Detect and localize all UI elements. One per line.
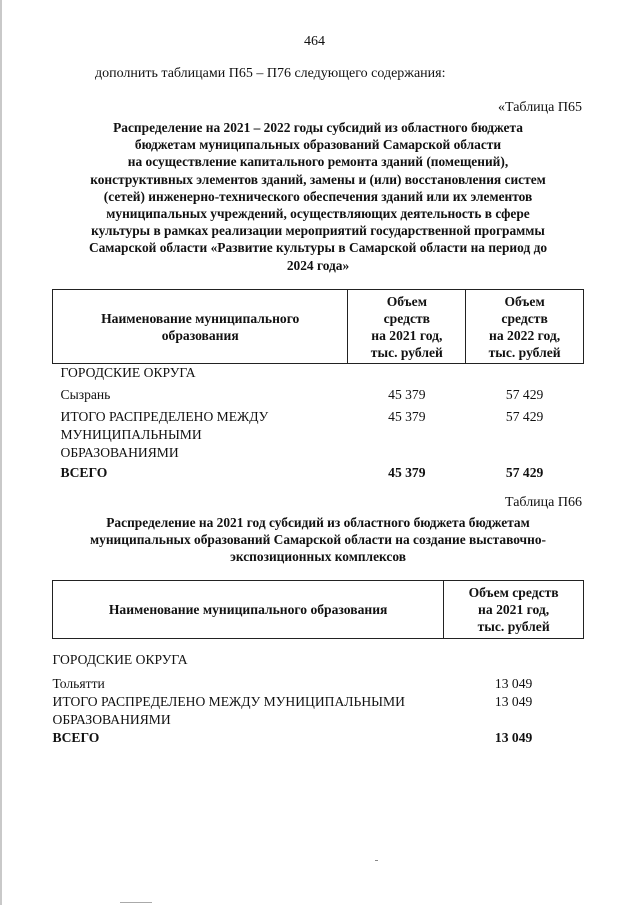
header-line: на 2021 год, (371, 327, 443, 343)
row-name-line: МУНИЦИПАЛЬНЫМИ (60, 426, 202, 442)
table-row (53, 693, 584, 729)
table-row (53, 364, 584, 386)
table65 (52, 289, 584, 484)
row-value-2021: 13 049 (494, 694, 533, 709)
table65-label: «Таблица П65 (498, 100, 582, 115)
table-row (53, 639, 584, 670)
title-line: 2024 года» (286, 257, 350, 273)
table66-label: Таблица П66 (505, 495, 582, 510)
table-row (53, 386, 584, 408)
title-line: (сетей) инженерно-технического обеспечения зданий или их элементов (103, 188, 533, 204)
title-line: Самарской области «Развитие культуры в Самарской области на период до (88, 240, 548, 256)
row-value-2021: 13 049 (494, 676, 533, 691)
row-name-line: ОБРАЗОВАНИЯМИ (60, 444, 179, 460)
scan-speck (120, 902, 152, 903)
header-name (53, 290, 348, 364)
intro-text: дополнить таблицами П65 – П76 следующего содержания: (95, 66, 446, 81)
header-2022 (466, 290, 584, 364)
table66 (52, 580, 584, 749)
table65-title (52, 119, 584, 274)
row-name-line: ИТОГО РАСПРЕДЕЛЕНО МЕЖДУ МУНИЦИПАЛЬНЫМИ (52, 694, 405, 709)
row-name (53, 669, 444, 693)
header-2021 (348, 290, 466, 364)
row-value-2021: 45 379 (388, 408, 426, 424)
row-value-2021 (348, 364, 466, 386)
scan-speck (375, 860, 378, 861)
table-row (53, 669, 584, 693)
title-line: муниципальных образований Самарской области на создание выставочно- (90, 532, 546, 548)
page-number: 464 (304, 34, 325, 49)
header-line: Объем (386, 293, 427, 309)
row-name-line: ВСЕГО (60, 464, 108, 480)
table66-header-row (53, 581, 584, 639)
header-line: тыс. рублей (370, 344, 443, 360)
title-line: экспозиционных комплексов (230, 549, 406, 565)
header-line: на 2022 год, (489, 327, 561, 343)
header-line: образования (161, 327, 239, 343)
title-line: на осуществление капитального ремонта зданий (помещений), (127, 154, 509, 170)
row-value-2021: 45 379 (388, 464, 426, 480)
title-line: бюджетам муниципальных образований Самарской области (134, 137, 502, 153)
row-name-line: ГОРОДСКИЕ ОКРУГА (52, 652, 188, 667)
row-name (53, 729, 444, 749)
title-line: Распределение на 2021 год субсидий из областного бюджета бюджетам (106, 515, 530, 530)
row-name-line: Тольятти (52, 676, 105, 691)
header-line: средств (383, 310, 431, 326)
header-line: Объем средств (468, 585, 559, 600)
row-value-2022 (466, 364, 584, 386)
row-name (53, 364, 348, 386)
row-name-line: Сызрань (60, 386, 111, 402)
row-name (53, 464, 348, 484)
row-name-line: ОБРАЗОВАНИЯМИ (52, 712, 171, 727)
table-row (53, 408, 584, 464)
row-name-line: ГОРОДСКИЕ ОКРУГА (60, 365, 196, 380)
row-value-2022: 57 429 (505, 408, 544, 424)
table65-header-row (53, 290, 584, 364)
row-name-line: ИТОГО РАСПРЕДЕЛЕНО МЕЖДУ (60, 408, 269, 424)
header-name: Наименование муниципального образования (53, 581, 444, 639)
header-2021 (444, 581, 584, 639)
header-line: тыс. рублей (477, 619, 550, 634)
header-line: средств (501, 310, 548, 326)
title-line: муниципальных учреждений, осуществляющих деятельность в сфере (106, 206, 530, 222)
row-value-2021 (444, 639, 584, 670)
header-line: тыс. рублей (488, 344, 561, 360)
table-row-total (53, 464, 584, 484)
title-line: конструктивных элементов зданий, замены и (или) восстановления систем (90, 171, 546, 187)
row-name (53, 693, 444, 729)
scan-edge (0, 0, 2, 905)
table66-title (52, 514, 584, 566)
row-value-2022: 57 429 (505, 386, 544, 402)
row-name (53, 408, 348, 464)
header-line: Наименование муниципального (101, 310, 300, 326)
row-value-2022: 57 429 (505, 464, 544, 480)
row-value-2021: 13 049 (494, 730, 533, 745)
table-row-total (53, 729, 584, 749)
row-name (53, 639, 444, 670)
row-name-line: ВСЕГО (52, 730, 100, 745)
row-value-2021: 45 379 (388, 386, 426, 402)
row-name (53, 386, 348, 408)
title-line: культуры в рамках реализации мероприятий государственной программы (91, 223, 545, 239)
header-line: на 2021 год, (478, 602, 550, 617)
header-line: Объем (504, 293, 545, 309)
title-line: Распределение на 2021 – 2022 годы субсидий из областного бюджета (113, 120, 523, 135)
